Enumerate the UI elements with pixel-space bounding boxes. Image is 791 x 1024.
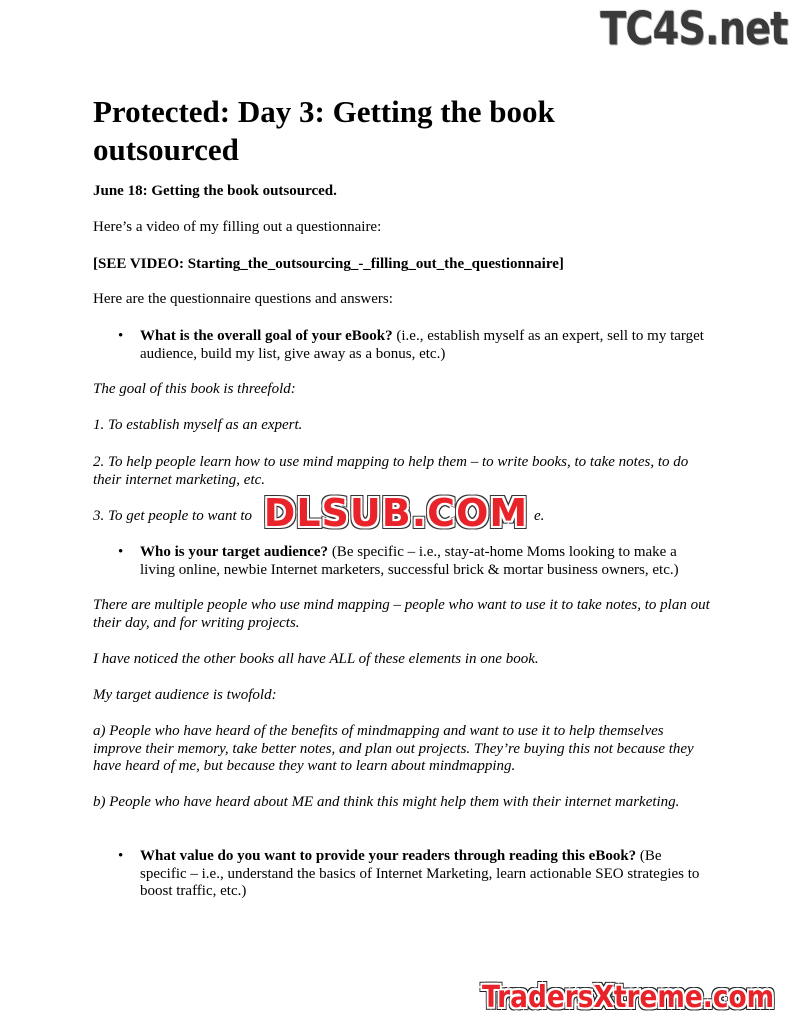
question-3 [140, 848, 710, 901]
answer-1-intro: The goal of this book is threefold: [93, 381, 296, 397]
answer-1-point-1: 1. To establish myself as an expert. [93, 417, 303, 433]
video-reference: [SEE VIDEO: Starting_the_outsourcing_-_filling_out_the_questionnaire] [93, 256, 564, 272]
answer-2-para-2: I have noticed the other books all have ALL of these elements in one book. [93, 651, 539, 667]
answer-2-para-3: My target audience is twofold: [93, 687, 277, 703]
question-1-text: What is the overall goal of your eBook? [140, 328, 393, 344]
question-2 [140, 544, 710, 579]
question-3-hint: (Be specific – i.e., understand the basics of Internet Marketing, learn actionable SEO strategies to boost traffic, etc.) [140, 848, 700, 899]
answer-2-para-5: b) People who have heard about ME and think this might help them with their internet marketing. [93, 794, 680, 810]
question-2-hint: (Be specific – i.e., stay-at-home Moms looking to make a living online, newbie Internet marketers, successful brick & mortar business owners, etc.) [140, 544, 679, 578]
answer-2-para-1: There are multiple people who use mind mapping – people who want to use it to take notes, to plan out their day, and for writing projects. [93, 597, 710, 631]
bullet-icon: • [118, 848, 124, 864]
question-1 [140, 328, 710, 363]
dlsub-watermark: DLSUB.COM [263, 491, 529, 535]
answer-2-para-4: a) People who have heard of the benefits of mindmapping and want to use it to help themselves improve their memory, take better notes, and plan out projects. They’re buying this not because they have heard of me, but because they want to learn about mindmapping. [93, 723, 694, 774]
answer-1-point-2: 2. To help people learn how to use mind mapping to help them – to write books, to take notes, to do their internet marketing, etc. [93, 454, 689, 488]
bullet-icon: • [118, 328, 124, 344]
question-1-hint: (i.e., establish myself as an expert, sell to my target audience, build my list, give away as a bonus, etc.) [140, 328, 704, 362]
answer-1-point-3-end: e. [534, 508, 545, 524]
bullet-icon: • [118, 544, 124, 560]
intro-text: Here’s a video of my filling out a questionnaire: [93, 219, 382, 235]
qa-intro-text: Here are the questionnaire questions and answers: [93, 291, 393, 307]
answer-1-point-3-start: 3. To get people to want to [93, 508, 253, 524]
tc4s-watermark: TC4S.net [600, 2, 788, 55]
page-title: Protected: Day 3: Getting the book outsourced [93, 94, 555, 167]
date-line: June 18: Getting the book outsourced. [93, 183, 337, 199]
question-3-text: What value do you want to provide your readers through reading this eBook? [140, 848, 637, 864]
tradersxtreme-watermark: TradersXtreme.com [482, 980, 775, 1015]
question-2-text: Who is your target audience? [140, 544, 329, 560]
